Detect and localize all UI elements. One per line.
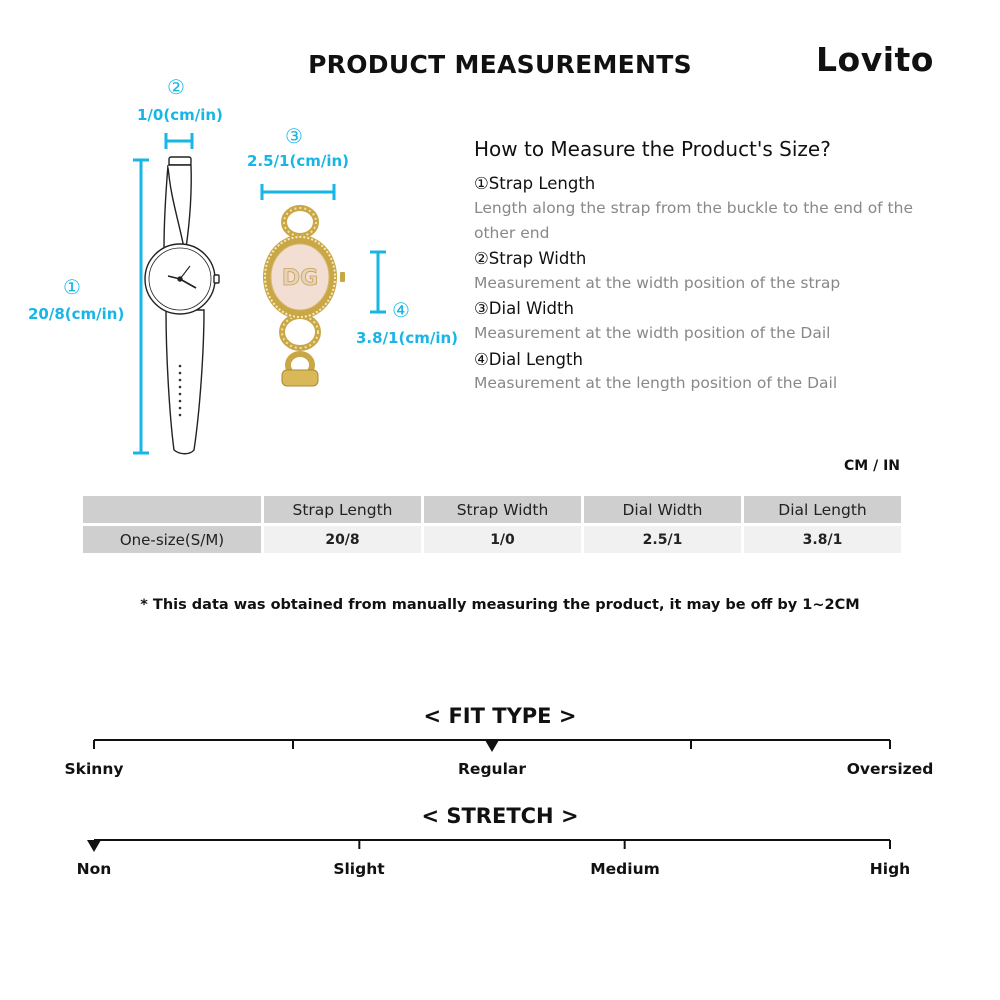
dim2-label: 1/0(cm/in) <box>137 106 223 124</box>
table-cell: 20/8 <box>264 526 421 553</box>
how-desc-strap-length: Length along the strap from the buckle to the end of the other end <box>474 199 913 242</box>
table-header-row <box>83 496 901 523</box>
table-cell: 1/0 <box>424 526 581 553</box>
fit-label-regular: Regular <box>458 760 526 778</box>
stretch-label-medium: Medium <box>590 860 660 878</box>
how-item-dial-length: ④Dial Length <box>474 350 583 369</box>
page-title: PRODUCT MEASUREMENTS <box>308 50 692 79</box>
how-desc-strap-width: Measurement at the width position of the strap <box>474 274 841 292</box>
stretch-label-non: Non <box>76 860 112 878</box>
fit-type-scale <box>0 730 1000 760</box>
fit-type-marker <box>485 740 499 752</box>
how-desc-dial-width: Measurement at the width position of the Dail <box>474 324 831 342</box>
table-cell: 3.8/1 <box>744 526 901 553</box>
measurement-note: * This data was obtained from manually measuring the product, it may be off by 1~2CM <box>140 597 860 613</box>
table-header-cell: Dial Length <box>744 496 901 523</box>
fit-label-oversized: Oversized <box>846 760 934 778</box>
table-cell: 2.5/1 <box>584 526 741 553</box>
how-to-heading: How to Measure the Product's Size? <box>474 137 831 161</box>
dim3-number: ③ <box>285 124 303 148</box>
how-desc-dial-length: Measurement at the length position of the Dail <box>474 374 838 392</box>
fit-label-skinny: Skinny <box>64 760 124 778</box>
dim1-label: 20/8(cm/in) <box>28 305 125 323</box>
dial-logo: DG <box>281 266 319 291</box>
fit-type-title: < FIT TYPE > <box>423 704 577 728</box>
unit-label: CM / IN <box>844 458 900 474</box>
stretch-marker <box>87 840 101 852</box>
brand-logo: Lovito <box>816 40 934 79</box>
how-item-dial-width: ③Dial Width <box>474 299 574 318</box>
table-header-cell: Dial Width <box>584 496 741 523</box>
table-row <box>83 526 901 553</box>
how-item-strap-width: ②Strap Width <box>474 249 587 268</box>
bracelet-watch-illustration <box>263 208 345 386</box>
stretch-scale <box>0 830 1000 860</box>
dim3-label: 2.5/1(cm/in) <box>247 152 350 170</box>
stretch-title: < STRETCH > <box>421 804 579 828</box>
table-cell-size: One-size(S/M) <box>83 526 261 553</box>
stretch-label-high: High <box>869 860 911 878</box>
stretch-label-slight: Slight <box>333 860 385 878</box>
table-header-cell: Strap Length <box>264 496 421 523</box>
dim1-number: ① <box>63 275 81 299</box>
strap-watch-illustration <box>145 157 219 454</box>
watch-diagram <box>0 0 470 470</box>
table-header-cell <box>83 496 261 523</box>
size-table <box>80 493 904 556</box>
table-header-cell: Strap Width <box>424 496 581 523</box>
dim4-label: 3.8/1(cm/in) <box>356 329 459 347</box>
dim4-number: ④ <box>392 298 410 322</box>
how-item-strap-length: ①Strap Length <box>474 174 596 193</box>
dim2-number: ② <box>167 75 185 99</box>
